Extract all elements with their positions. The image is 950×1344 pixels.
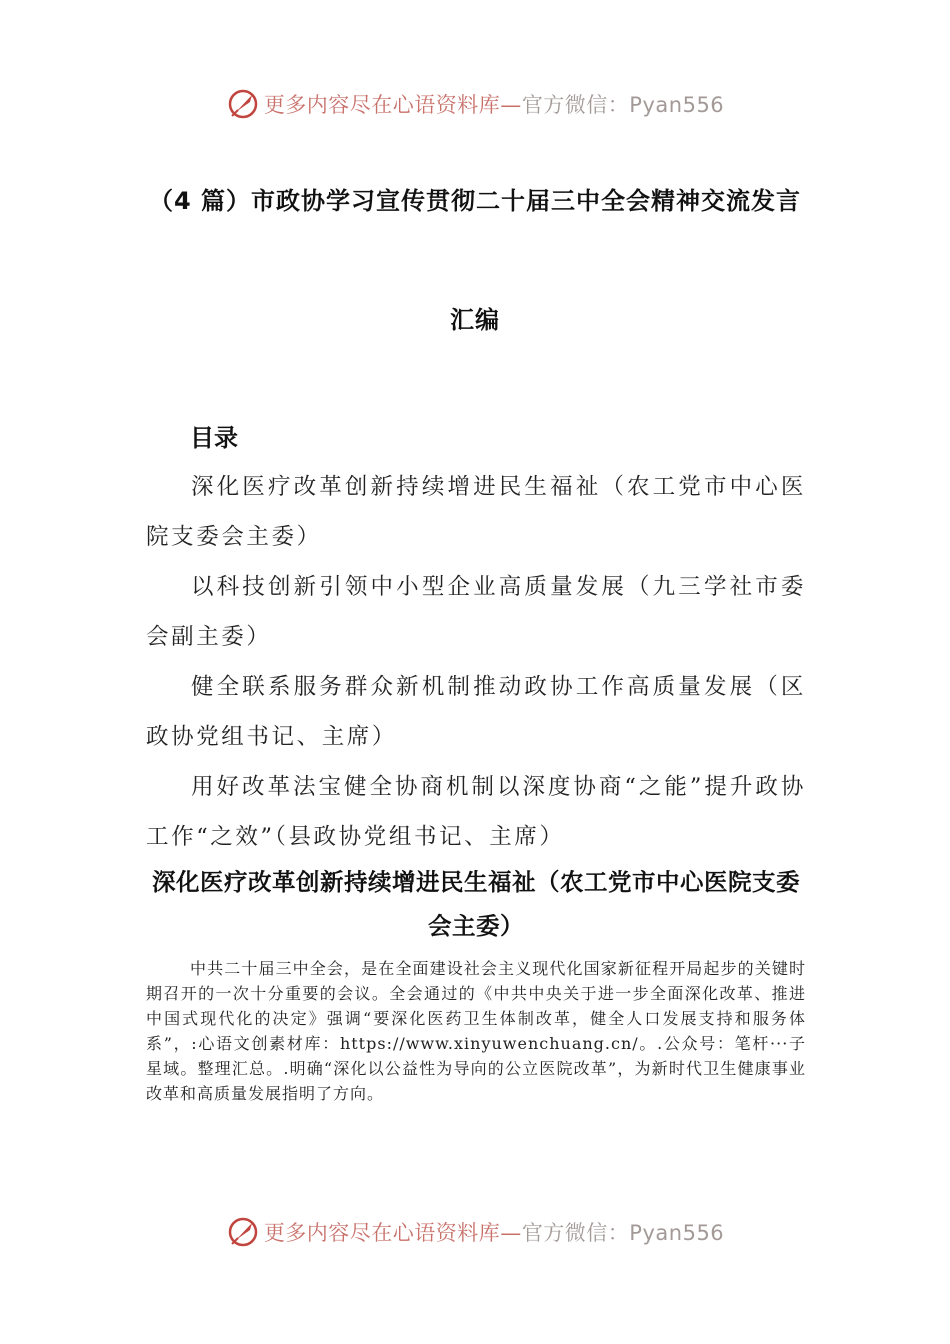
toc-item: 以科技创新引领中小型企业高质量发展（九三学社市委会副主委） [146,574,806,650]
document-title-continued: 汇编 [450,306,500,334]
toc-heading: 目录 [190,424,238,452]
table-of-contents [146,462,806,862]
watermark-banner-bottom [0,1212,950,1252]
quill-logo-icon [226,87,260,121]
toc-item: 用好改革法宝健全协商机制以深度协商“之能”提升政协工作“之效”（县政协党组书记、主席） [146,774,806,850]
document-title: （4 篇）市政协学习宣传贯彻二十届三中全会精神交流发言 [148,187,802,215]
toc-item: 健全联系服务群众新机制推动政协工作高质量发展（区政协党组书记、主席） [146,674,806,750]
quill-logo-icon [226,1215,260,1249]
body-paragraph: 中共二十届三中全会，是在全面建设社会主义现代化国家新征程开局起步的关键时期召开的一次十分重要的会议。全会通过的《中共中央关于进一步全面深化改革、推进中国式现代化的决定》强调“要深化医药卫生体制改革，健全人口发展支持和服务体系”，:心语文创素材库：https://www.xinyuwenchuang.cn/。.公众号：笔杆···子星域。整理汇总。.明确“深化以公益性为导向的公立医院改革”，为新时代卫生健康事业改革和高质量发展指明了方向。 [146,959,806,1103]
section-title: 深化医疗改革创新持续增进民生福祉（农工党市中心医院支委会主委） [152,868,800,940]
toc-item: 深化医疗改革创新持续增进民生福祉（农工党市中心医院支委会主委） [146,474,806,550]
watermark-text: 更多内容尽在心语资料库—官方微信：Pyan556 [263,1221,725,1245]
watermark-text: 更多内容尽在心语资料库—官方微信：Pyan556 [263,93,725,117]
watermark-banner-top [0,84,950,124]
